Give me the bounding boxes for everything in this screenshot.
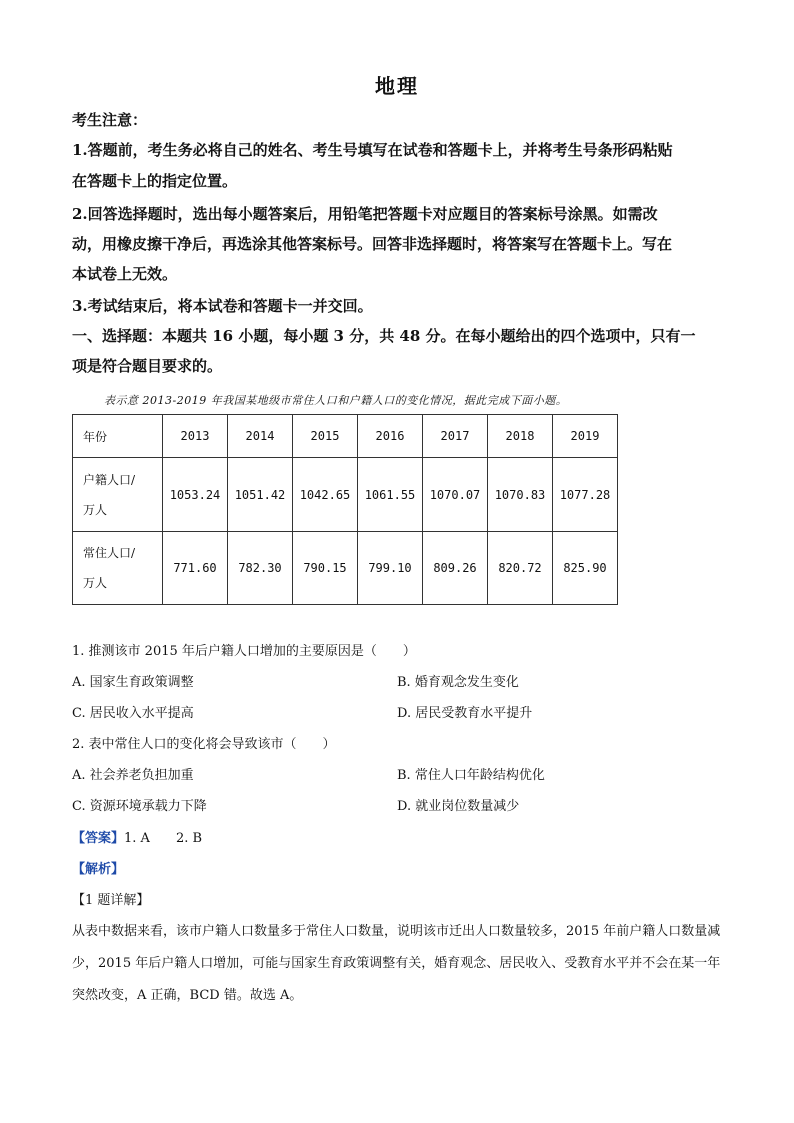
table-year-cell: 2016 [358,415,423,458]
table-row [73,458,618,532]
analysis-tag: 【解析】 [72,862,125,877]
row-label-line: 常住人口/ [83,546,136,560]
page-title: 地理 [375,74,419,98]
question-1-option-c: C. 居民收入水平提高 [72,706,194,721]
table-cell: 1053.24 [163,458,228,532]
table-cell: 790.15 [293,532,358,605]
table-cell: 825.90 [553,532,618,605]
table-cell: 1070.83 [488,458,553,532]
question-1-stem: 1. 推测该市 2015 年后户籍人口增加的主要原因是（ ） [72,644,416,659]
notice-line-4: 动，用橡皮擦干净后，再选涂其他答案标号。回答非选择题时，将答案写在答题卡上。写在 [72,235,673,253]
table-header-label: 年份 [73,415,163,458]
question-2-option-b: B. 常住人口年龄结构优化 [397,768,545,783]
row-label [73,458,163,532]
row-label-line: 户籍人口/ [83,472,136,487]
table-year-cell: 2017 [423,415,488,458]
table-cell: 782.30 [228,532,293,605]
notice-heading: 考生注意： [72,111,148,129]
question-2-option-c: C. 资源环境承载力下降 [72,799,207,814]
question-1-option-b: B. 婚育观念发生变化 [397,675,519,690]
table-cell: 799.10 [358,532,423,605]
row-label-unit: 万人 [83,576,108,590]
table-year-cell: 2014 [228,415,293,458]
table-year-cell: 2018 [488,415,553,458]
notice-line-2: 在答题卡上的指定位置。 [72,172,238,190]
table-cell: 771.60 [163,532,228,605]
question-2-stem: 2. 表中常住人口的变化将会导致该市（ ） [72,737,336,752]
table-cell: 1051.42 [228,458,293,532]
notice-line-6: 3.考试结束后，将本试卷和答题卡一并交回。 [72,297,373,315]
table-cell: 820.72 [488,532,553,605]
table-year-cell: 2013 [163,415,228,458]
detail-heading: 【1 题详解】 [72,893,150,908]
section-heading-line-1: 一、选择题：本题共 16 小题，每小题 3 分，共 48 分。在每小题给出的四个选项中，只有一 [72,327,696,345]
row-label [73,532,163,605]
table-cell: 1070.07 [423,458,488,532]
table-cell: 809.26 [423,532,488,605]
detail-paragraph: 从表中数据来看，该市户籍人口数量多于常住人口数量，说明该市迁出人口数量较多，2015 年前户籍人口数量减少，2015 年后户籍人口增加，可能与国家生育政策调整有关，婚育观念、居民收入、受教育水平并不会在某一年突然改变，A 正确，BCD 错。故选 A。 [72,924,721,1003]
table-cell: 1061.55 [358,458,423,532]
notice-line-3: 2.回答选择题时，选出每小题答案后，用铅笔把答题卡对应题目的答案标号涂黑。如需改 [72,205,658,223]
population-table [72,414,618,605]
answer-text: 1. A 2. B [124,831,203,846]
notice-line-1: 1.答题前，考生务必将自己的姓名、考生号填写在试卷和答题卡上，并将考生号条形码粘贴 [72,141,673,159]
table-cell: 1042.65 [293,458,358,532]
row-label-unit: 万人 [83,502,108,517]
table-year-cell: 2015 [293,415,358,458]
question-1-option-d: D. 居民受教育水平提升 [397,706,533,721]
analysis-line [72,861,124,879]
section-heading-line-2: 项是符合题目要求的。 [72,357,223,375]
answer-tag: 【答案】 [72,831,125,846]
question-2-option-d: D. 就业岗位数量减少 [397,799,520,814]
table-header-row [73,415,618,458]
notice-line-5: 本试卷上无效。 [72,265,178,283]
table-year-cell: 2019 [553,415,618,458]
table-intro: 表示意 2013-2019 年我国某地级市常住人口和户籍人口的变化情况，据此完成下面小题。 [104,394,568,407]
table-cell: 1077.28 [553,458,618,532]
question-1-option-a: A. 国家生育政策调整 [72,675,194,690]
question-2-option-a: A. 社会养老负担加重 [72,768,194,783]
table-row [73,532,618,605]
answer-line [72,830,202,848]
